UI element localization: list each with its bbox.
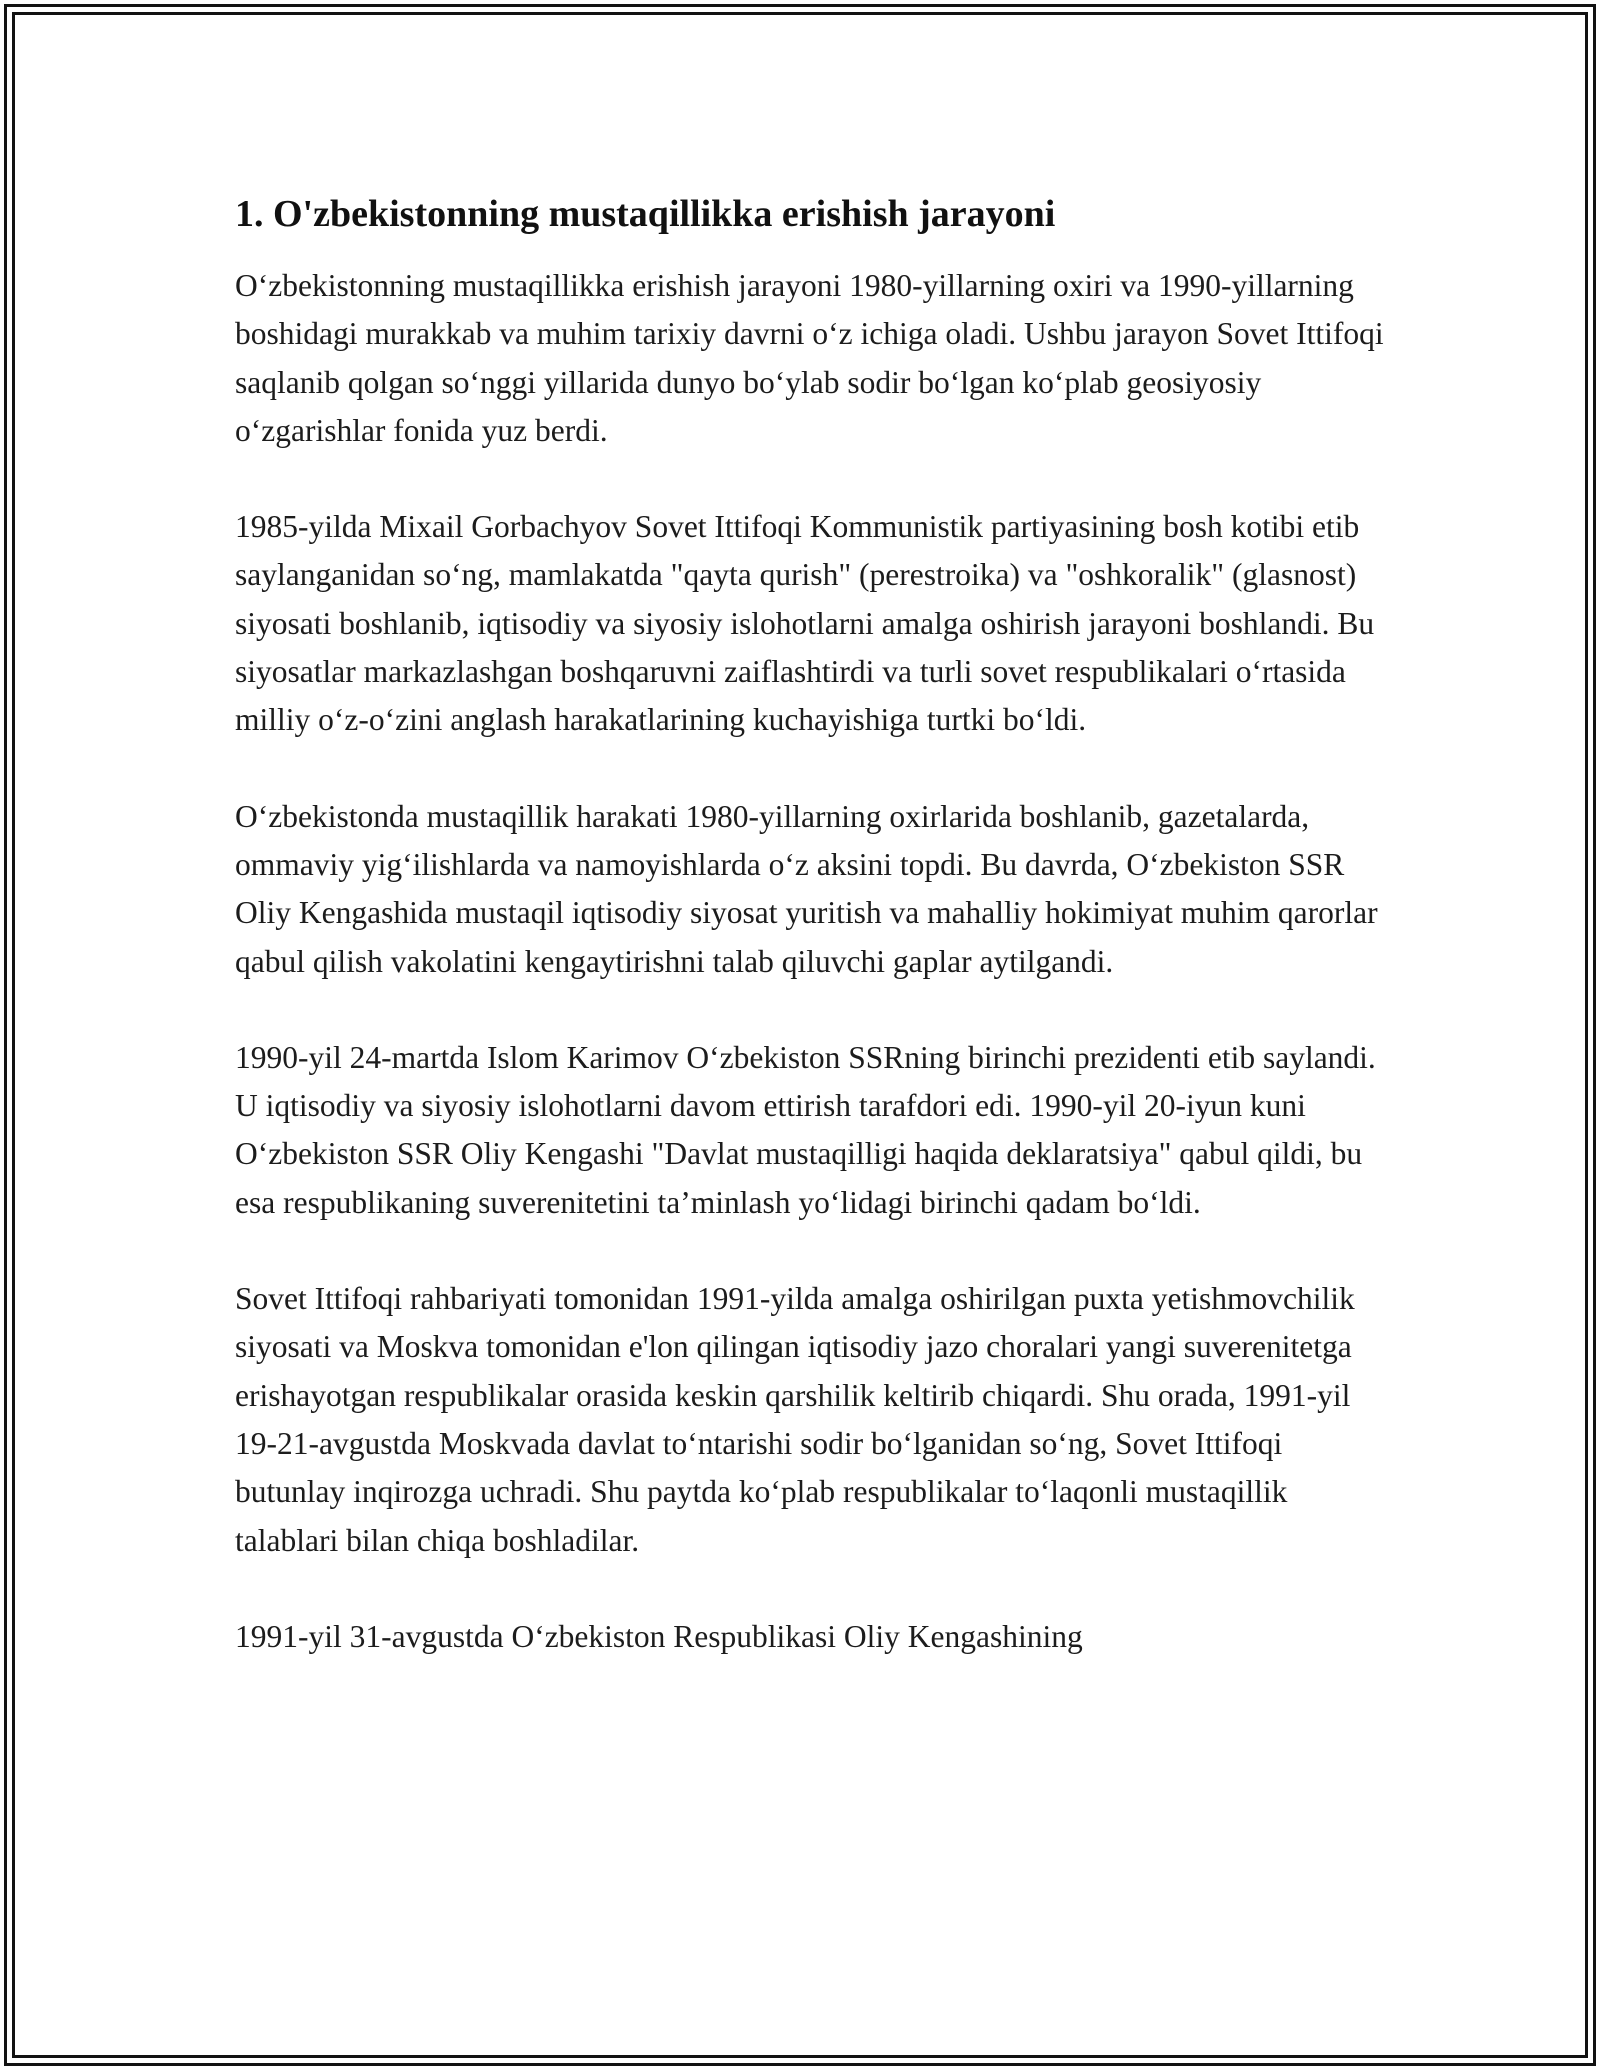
- paragraph-6: 1991-yil 31-avgustda O‘zbekiston Respublikasi Oliy Kengashining: [235, 1618, 1083, 1654]
- document-title: 1. O'zbekistonning mustaqillikka erishish jarayoni: [235, 193, 1056, 235]
- paragraph-3: O‘zbekistonda mustaqillik harakati 1980-yillarning oxirlarida boshlanib, gazetalarda, ommaviy yig‘ilishlarda va namoyishlarda o‘z aksini topdi. Bu davrda, O‘zbekiston SSR Oliy Kengashida mustaqil iqtisodiy siyosat yuritish va mahalliy hokimiyat muhim qarorlar qabul qilish vakolatini kengaytirishni talab qiluvchi gaplar aytilgandi.: [235, 798, 1378, 979]
- paragraph-4: 1990-yil 24-martda Islom Karimov O‘zbekiston SSRning birinchi prezidenti etib saylandi. U iqtisodiy va siyosiy islohotlarni davom ettirish tarafdori edi. 1990-yil 20-iyun kuni O‘zbekiston SSR Oliy Kengashi "Davlat mustaqilligi haqida deklaratsiya" qabul qildi, bu esa respublikaning suverenitetini ta’minlash yo‘lidagi birinchi qadam bo‘ldi.: [235, 1039, 1376, 1220]
- document-body: [235, 188, 1385, 1661]
- paragraph-2: 1985-yilda Mixail Gorbachyov Sovet Ittifoqi Kommunistik partiyasining bosh kotibi etib saylanganidan so‘ng, mamlakatda "qayta qurish" (perestroika) va "oshkoralik" (glasnost) siyosati boshlanib, iqtisodiy va siyosiy islohotlarni amalga oshirish jarayoni boshlandi. Bu siyosatlar markazlashgan boshqaruvni zaiflashtirdi va turli sovet respublikalari o‘rtasida milliy o‘z-o‘zini anglash harakatlarining kuchayishiga turtki bo‘ldi.: [235, 509, 1375, 738]
- paragraph-5: Sovet Ittifoqi rahbariyati tomonidan 1991-yilda amalga oshirilgan puxta yetishmovchilik siyosati va Moskva tomonidan e'lon qilingan iqtisodiy jazo choralari yangi suverenitetga erishayotgan respublikalar orasida keskin qarshilik keltirib chiqardi. Shu orada, 1991-yil 19-21-avgustda Moskvada davlat to‘ntarishi sodir bo‘lganidan so‘ng, Sovet Ittifoqi butunlay inqirozga uchradi. Shu paytda ko‘plab respublikalar to‘laqonli mustaqillik talablari bilan chiqa boshladilar.: [235, 1281, 1355, 1558]
- paragraph-1: O‘zbekistonning mustaqillikka erishish jarayoni 1980-yillarning oxiri va 1990-yillarning boshidagi murakkab va muhim tarixiy davrni o‘z ichiga oladi. Ushbu jarayon Sovet Ittifoqi saqlanib qolgan so‘nggi yillarida dunyo bo‘ylab sodir bo‘lgan ko‘plab geosiyosiy o‘zgarishlar fonida yuz berdi.: [235, 268, 1384, 448]
